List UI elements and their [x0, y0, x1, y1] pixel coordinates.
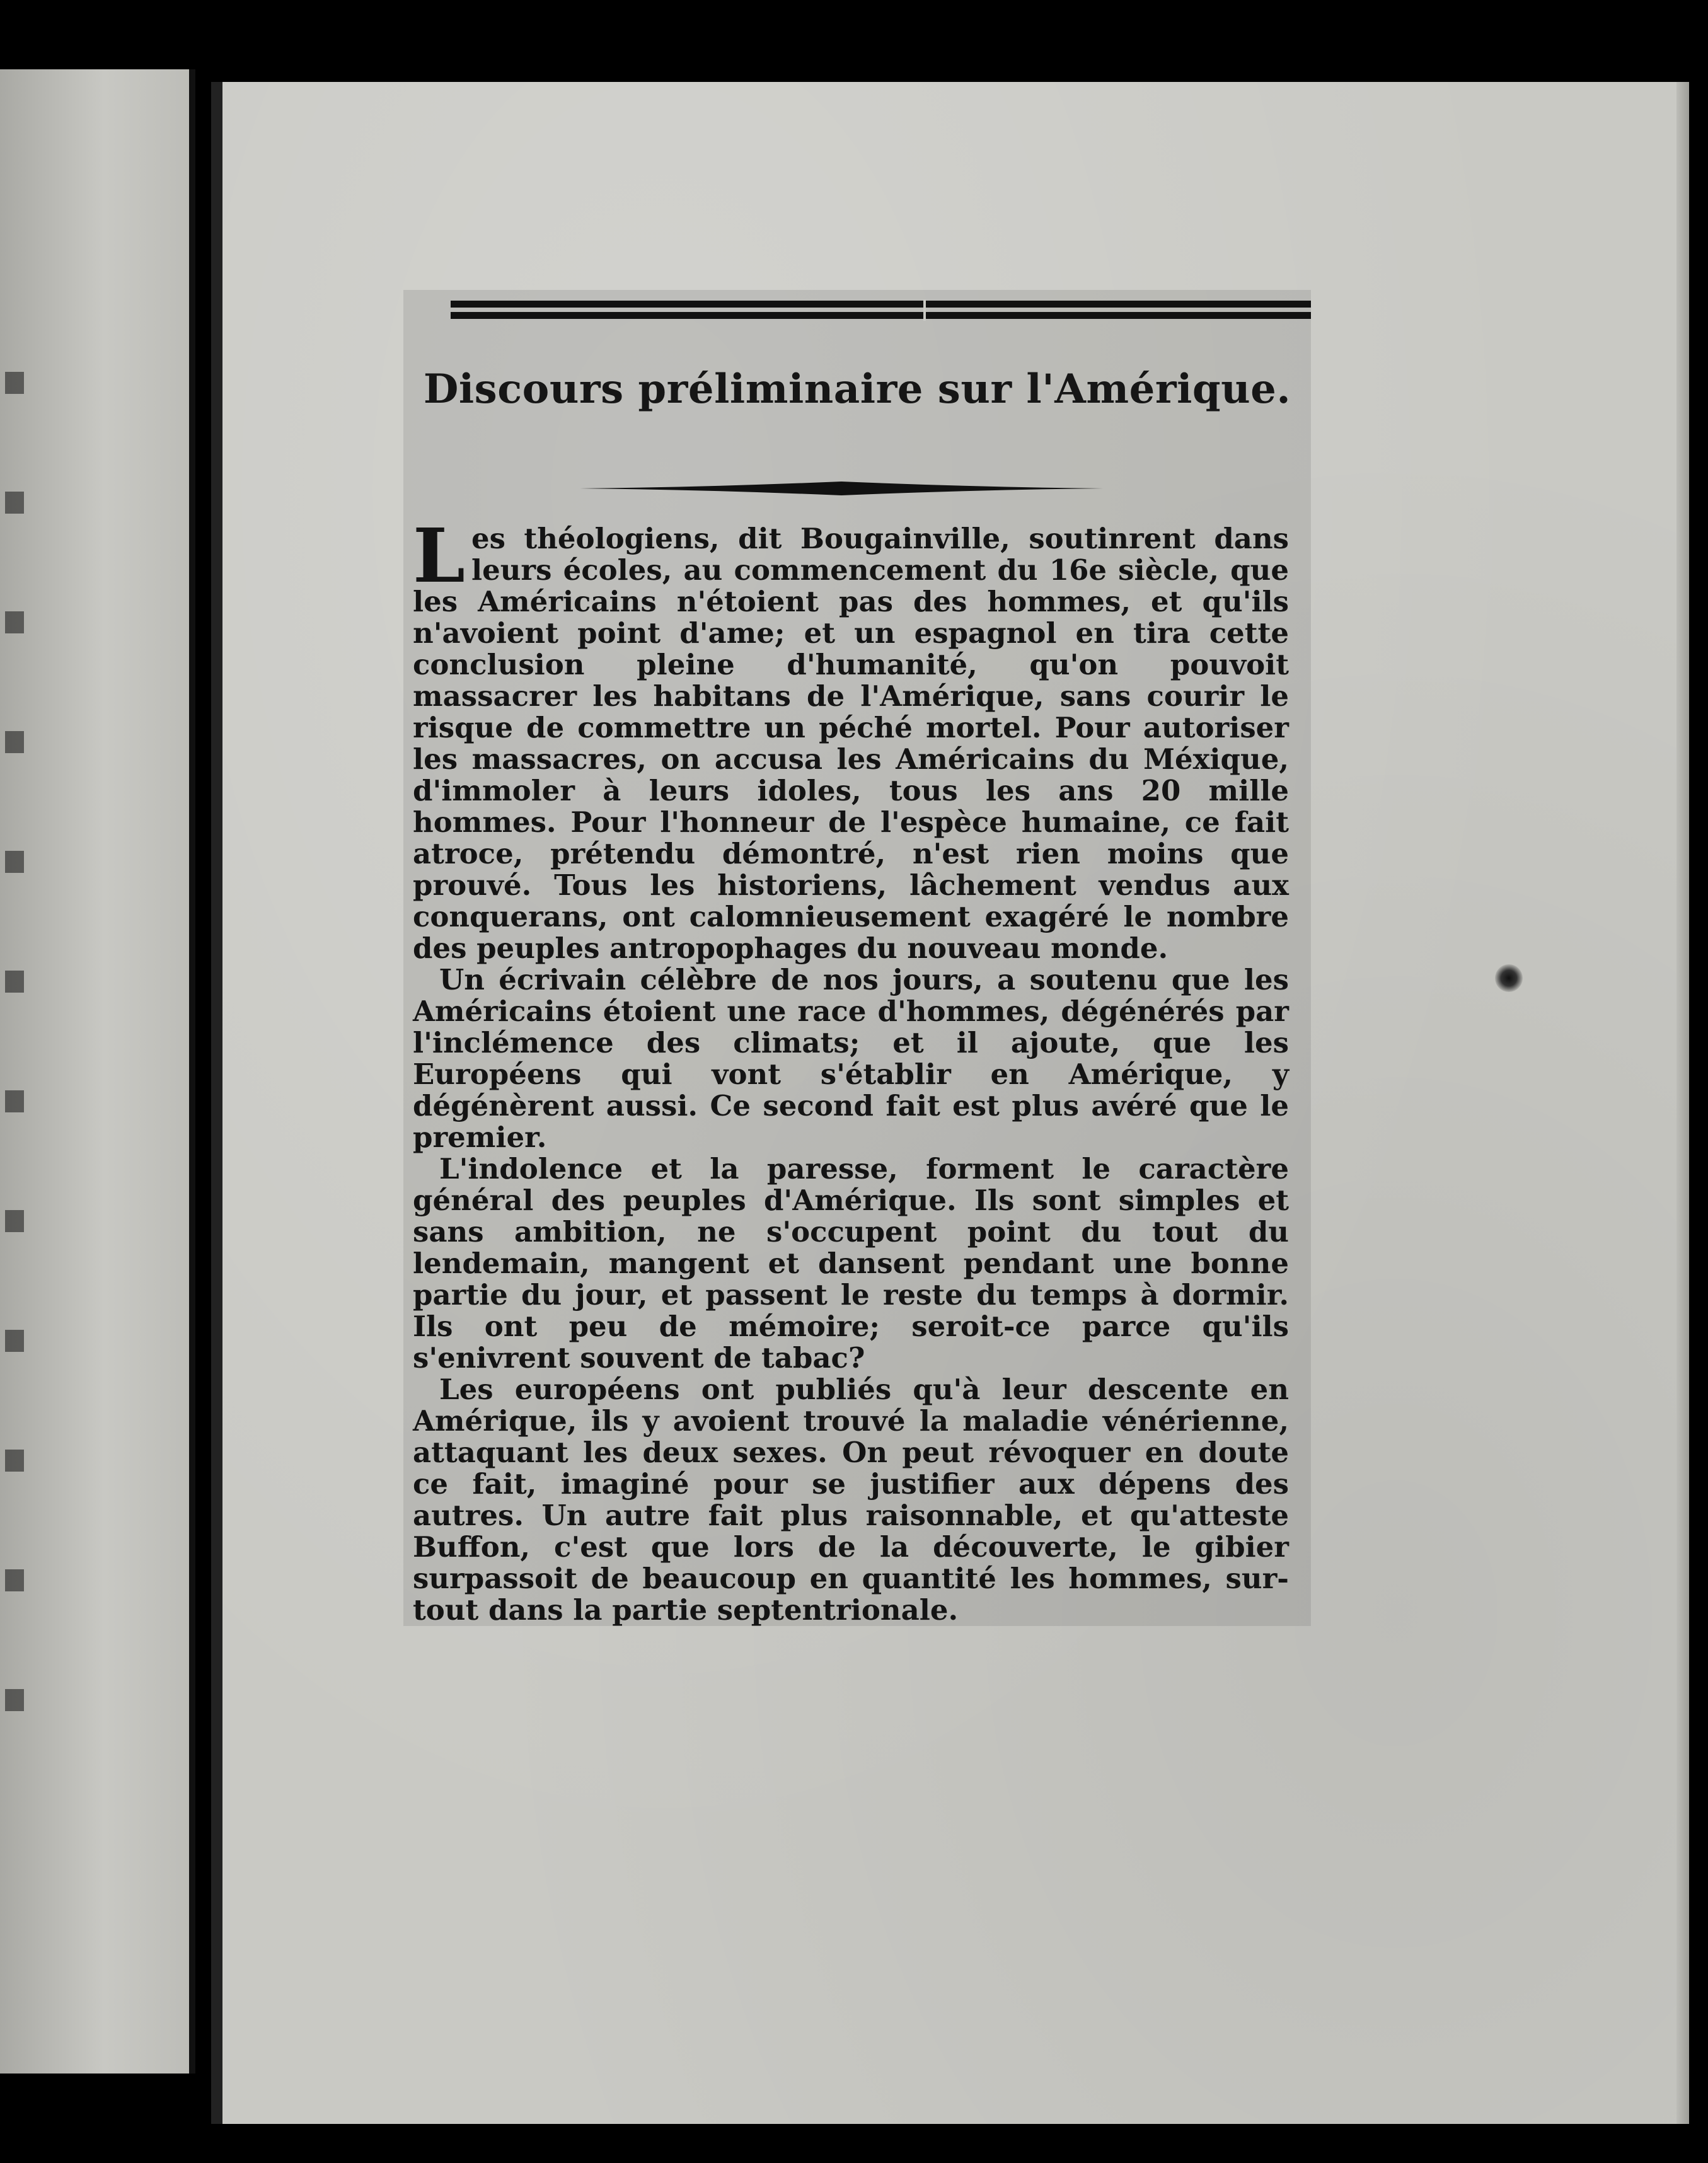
facing-page-text-fragments — [5, 334, 24, 1721]
top-double-rule — [451, 299, 1311, 321]
ornamental-rule — [580, 479, 1103, 498]
body-text — [413, 512, 1289, 1627]
paragraph-4: Les européens ont publiés qu'à leur descente en Amérique, ils y avoient trouvé la maladie vénérienne, attaquant les deux sexes. On peut révoquer en doute ce fait, imaginé pour se justifier aux dépens des autres. Un autre fait plus raisonnable, et qu'atteste Buffon, c'est que lors de la découverte, le gibier surpassoit de beaucoup en quantité les hommes, sur-tout dans la partie septentrionale. — [413, 1373, 1289, 1627]
drop-cap: L — [413, 512, 465, 599]
paragraph-3: L'indolence et la paresse, forment le caractère général des peuples d'Amérique. Ils sont simples et sans ambition, ne s'occupent point du tout du lendemain, mangent et dansent pendant une bonne partie du jour, et passent le reste du temps à dormir. Ils ont peu de mémoire; seroit-ce parce qu'ils s'enivrent souvent de tabac? — [413, 1152, 1289, 1375]
page-edge-shadow — [1676, 82, 1689, 2124]
paragraph-1 — [413, 512, 1289, 965]
ink-blot — [1495, 964, 1523, 992]
paragraph-1-text: es théologiens, dit Bougainville, soutinrent dans leurs écoles, au commencement du 16e siècle, que les Américains n'étoient pas des hommes, et qu'ils n'avoient point d'ame; et un espagnol en tira cette conclusion pleine d'humanité, qu'on pouvoit massacrer les habitans de l'Amérique, sans courir le risque de commettre un péché mortel. Pour autoriser les massacres, on accusa les Américains du Méxique, d'immoler à leurs idoles, tous les ans 20 mille hommes. Pour l'honneur de l'espèce humaine, ce fait atroce, prétendu démontré, n'est rien moins que prouvé. Tous les historiens, lâchement vendus aux conquerans, ont calomnieusement exagéré le nombre des peuples antropophages du nouveau monde. — [413, 522, 1289, 965]
paragraph-2: Un écrivain célèbre de nos jours, a soutenu que les Américains étoient une race d'hommes, dégénérés par l'inclémence des climats; et il ajoute, que les Européens qui vont s'établir en Amérique, y dégénèrent aussi. Ce second fait est plus avéré que le premier. — [413, 963, 1289, 1154]
facing-page-edge — [0, 69, 195, 2074]
page-title: Discours préliminaire sur l'Amérique. — [423, 366, 1291, 413]
